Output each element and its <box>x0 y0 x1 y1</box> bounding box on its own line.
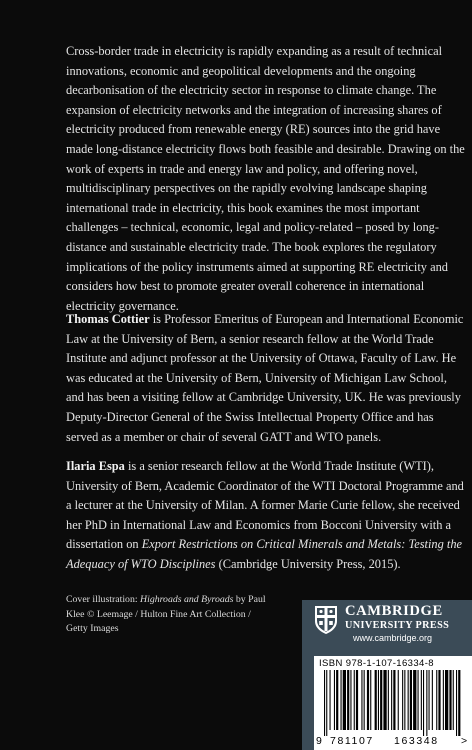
barcode-bar <box>375 670 377 730</box>
barcode-bar <box>413 670 416 730</box>
author-bio-espa <box>66 457 466 575</box>
barcode-bar <box>378 670 379 730</box>
barcode-bar <box>343 670 346 730</box>
author-name: Ilaria Espa <box>66 459 125 473</box>
barcode-bar <box>326 670 327 736</box>
barcode-bar <box>421 670 422 730</box>
credit-prefix: Cover illustration: <box>66 594 141 605</box>
barcode-bar <box>354 670 355 730</box>
barcode-bar <box>429 670 430 730</box>
barcode-bar <box>336 670 338 730</box>
barcode-bar <box>449 670 451 730</box>
barcode-bar <box>410 670 412 730</box>
barcode-bar <box>334 670 335 730</box>
barcode-bar <box>361 670 362 730</box>
barcode-bar <box>370 670 371 730</box>
author-bio-tail: (Cambridge University Press, 2015). <box>215 556 401 571</box>
barcode-bar <box>432 670 433 730</box>
barcode-bars <box>320 670 466 736</box>
artwork-title: Highroads and Byroads <box>140 594 234 605</box>
barcode-bar <box>443 670 444 730</box>
barcode-bar <box>367 670 369 730</box>
barcode-bar <box>458 670 460 736</box>
barcode-bar <box>402 670 403 730</box>
publisher-website: www.cambridge.org <box>353 633 433 643</box>
barcode-bar <box>356 670 358 730</box>
author-bio-text: is Professor Emeritus of European and International Economic Law at the University of Bern, a senior research fellow at the World Trade Institute and adjunct professor at the University of Ottawa, Faculty of Law. He was educated at the University of Bern, University of Michigan Law School, and has been a visiting fellow at Cambridge University, UK. He was previously Deputy-Director General of the Swiss Intellectual Property Office and has served as a member or chair of several GATT and WTO panels. <box>66 312 464 444</box>
barcode-bar <box>347 670 349 730</box>
isbn-barcode <box>314 656 472 750</box>
barcode-bar <box>453 670 454 730</box>
description-text: Cross-border trade in electricity is rapidly expanding as a result of technical innovations, economic and geopolitical developments and the ongoing decarbonisation of the electricity sector in response to climate change. The expansion of electricity networks and the integration of increasing shares of electricity produced from renewable energy (RE) sources into the grid have made long-distance electricity flows both feasible and desirable. Drawing on the work of experts in trade and energy law and policy, and offering novel, multidisciplinary perspectives on the rapidly evolving landscape shaping international trade in electricity, this book examines the most important challenges – technical, economic, legal and policy-related – posed by long-distance and sustainable electricity trade. The book explores the regulatory implications of the policy instruments aimed at supporting RE electricity and considers how best to promote greater overall coherence in international electricity governance. <box>66 44 465 313</box>
barcode-bar <box>445 670 448 730</box>
barcode-arrow: > <box>461 735 469 747</box>
isbn-number: ISBN 978-1-107-16334-8 <box>319 658 434 669</box>
publisher-subtitle: UNIVERSITY PRESS <box>345 620 450 631</box>
barcode-bar <box>341 670 342 730</box>
barcode-bar <box>383 670 386 730</box>
barcode-bar <box>456 670 457 736</box>
barcode-bar <box>423 670 424 736</box>
barcode-bar <box>418 670 419 730</box>
barcode-bar <box>426 670 427 736</box>
barcode-first-digit: 9 <box>316 735 324 747</box>
barcode-bar <box>408 670 409 730</box>
author-bio-cottier <box>66 310 466 447</box>
publisher-name: CAMBRIDGE <box>345 603 443 619</box>
author-bio-text: is a senior research fellow at the World Trade Institute (WTI), University of Bern, Academic Coordinator of the WTI Doctoral Programme and a lecturer at the University of Milan. A former Marie Curie fellow, she received her PhD in International Law and Economics from Bocconi University with a dissertation on <box>66 459 464 552</box>
barcode-bar <box>330 670 331 730</box>
barcode-bar <box>391 670 392 730</box>
barcode-group-left: 781107 <box>330 735 374 747</box>
credit-text: by Paul Klee © Leemage / Hulton Fine Art Collection / Getty Images <box>66 594 266 635</box>
barcode-bar <box>364 670 365 730</box>
dissertation-title: Export Restrictions on Critical Minerals and Metals: Testing the Adequacy of WTO Disciplines <box>66 537 463 571</box>
barcode-bar <box>324 670 325 736</box>
barcode-bar <box>350 670 351 730</box>
author-name: Thomas Cottier <box>66 312 150 326</box>
cambridge-shield-icon <box>314 605 338 635</box>
barcode-bar <box>438 670 440 730</box>
barcode-bar <box>436 670 437 730</box>
barcode-bar <box>393 670 395 730</box>
barcode-bar <box>404 670 405 730</box>
cover-credit <box>66 593 266 637</box>
barcode-group-right: 163348 <box>394 735 439 747</box>
barcode-bar <box>388 670 389 730</box>
barcode-bar <box>398 670 399 730</box>
book-description <box>66 42 466 316</box>
barcode-bar <box>380 670 382 730</box>
publisher-panel <box>302 600 472 750</box>
